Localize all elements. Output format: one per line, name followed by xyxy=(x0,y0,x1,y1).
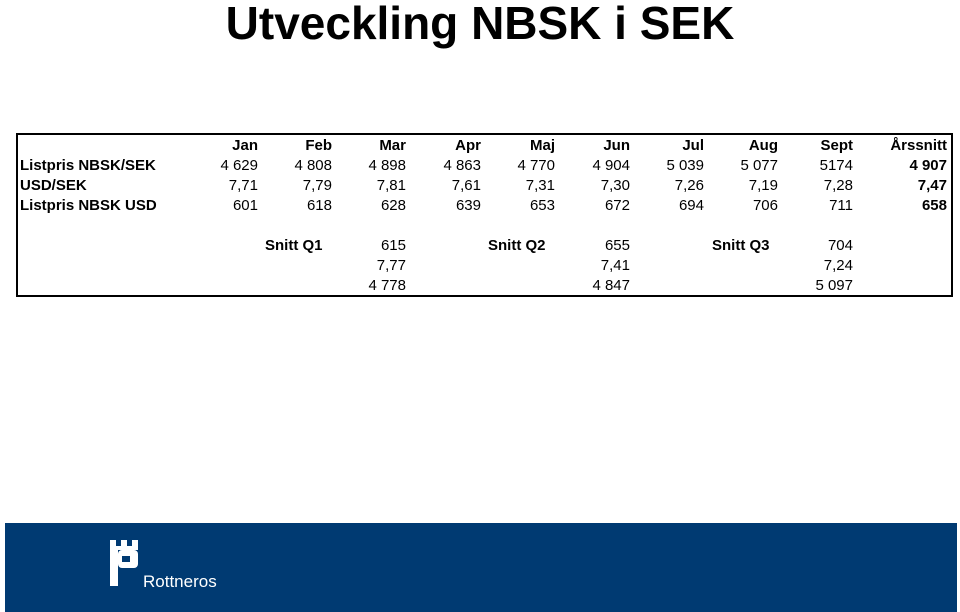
table-cell: 601 xyxy=(232,197,258,214)
row-label: USD/SEK xyxy=(20,177,87,194)
month-header: Jun xyxy=(603,137,630,154)
table-cell: 7,31 xyxy=(525,177,555,194)
table-cell: 4 904 xyxy=(592,157,630,174)
table-cell: 7,30 xyxy=(600,177,630,194)
table-cell: 4 863 xyxy=(443,157,481,174)
quarter-label-q1: Snitt Q1 xyxy=(265,237,323,254)
table-cell: 672 xyxy=(604,197,630,214)
month-header: Mar xyxy=(379,137,406,154)
table-cell: 4 898 xyxy=(368,157,406,174)
quarter-value: 704 xyxy=(827,237,853,254)
table-cell: 618 xyxy=(306,197,332,214)
table-cell: 4 629 xyxy=(220,157,258,174)
table-cell: 5174 xyxy=(819,157,853,174)
row-label: Listpris NBSK USD xyxy=(20,197,157,214)
table-cell: 653 xyxy=(529,197,555,214)
month-header: Årssnitt xyxy=(890,137,947,154)
table-cell: 5 077 xyxy=(740,157,778,174)
table-cell: 7,19 xyxy=(748,177,778,194)
quarter-label-q2: Snitt Q2 xyxy=(488,237,546,254)
month-header: Aug xyxy=(748,137,778,154)
table-cell: 7,71 xyxy=(228,177,258,194)
quarter-value: 7,41 xyxy=(600,257,630,274)
table-cell: 7,61 xyxy=(451,177,481,194)
table-cell: 639 xyxy=(455,197,481,214)
table-cell: 4 770 xyxy=(517,157,555,174)
quarter-label-q3: Snitt Q3 xyxy=(712,237,770,254)
month-header: Sept xyxy=(820,137,853,154)
month-header: Maj xyxy=(529,137,555,154)
annual-average-cell: 4 907 xyxy=(909,157,947,174)
month-header: Feb xyxy=(305,137,332,154)
table-cell: 7,81 xyxy=(376,177,406,194)
month-header: Jul xyxy=(682,137,704,154)
table-cell: 5 039 xyxy=(666,157,704,174)
quarter-value: 655 xyxy=(604,237,630,254)
table-cell: 628 xyxy=(380,197,406,214)
quarter-value: 5 097 xyxy=(815,277,853,294)
annual-average-cell: 658 xyxy=(921,197,947,214)
rottneros-tower-icon xyxy=(108,540,142,588)
table-cell: 694 xyxy=(678,197,704,214)
quarter-value: 615 xyxy=(380,237,406,254)
quarter-value: 4 847 xyxy=(592,277,630,294)
table-cell: 4 808 xyxy=(294,157,332,174)
row-label: Listpris NBSK/SEK xyxy=(20,157,156,174)
logo-text: Rottneros xyxy=(143,572,217,591)
quarter-value: 7,77 xyxy=(376,257,406,274)
table-cell: 711 xyxy=(829,197,853,214)
table-cell: 7,28 xyxy=(823,177,853,194)
table-cell: 706 xyxy=(752,197,778,214)
table-cell: 7,79 xyxy=(302,177,332,194)
page-title: Utveckling NBSK i SEK xyxy=(225,0,735,49)
annual-average-cell: 7,47 xyxy=(917,177,947,194)
quarter-value: 7,24 xyxy=(823,257,853,274)
month-header: Apr xyxy=(455,137,481,154)
table-cell: 7,26 xyxy=(674,177,704,194)
month-header: Jan xyxy=(232,137,258,154)
quarter-value: 4 778 xyxy=(368,277,406,294)
footer-band xyxy=(5,523,957,612)
